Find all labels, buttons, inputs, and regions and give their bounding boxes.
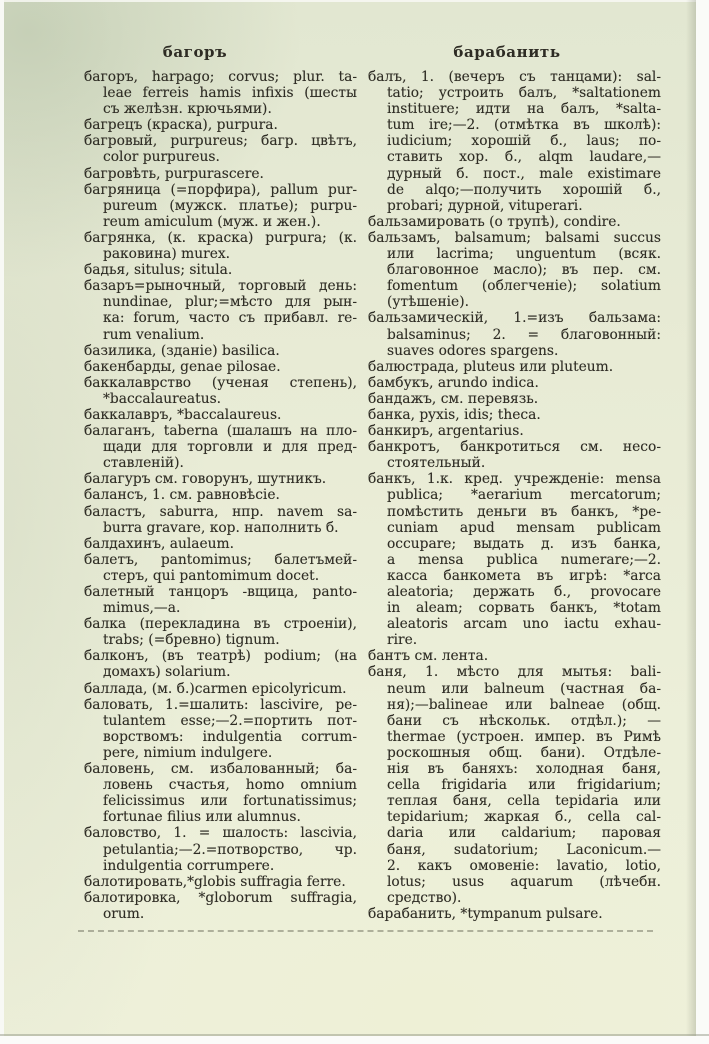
dictionary-line: теплая баня, cella tepidaria или: [387, 793, 661, 810]
dictionary-line: бальзамировать (о трупѣ), condire.: [368, 213, 621, 230]
dictionary-line: баластъ, saburra, нпр. navem sa-: [84, 503, 357, 520]
dictionary-entry: [84, 359, 357, 375]
dictionary-entry: [368, 439, 661, 471]
dictionary-line: rire.: [387, 632, 418, 649]
dictionary-line: балетный танцоръ -вщица, panto-: [84, 584, 357, 600]
dictionary-entry: [84, 487, 357, 503]
dictionary-line: багровѣть, purpurascere.: [84, 165, 264, 182]
dictionary-line: съ желѣзн. крючьями).: [103, 101, 272, 118]
dictionary-entry: [368, 214, 661, 230]
dictionary-line: щади для торговли и для пред-: [103, 439, 357, 456]
dictionary-entry: [84, 133, 357, 165]
dictionary-line: indulgentia corrumpere.: [103, 857, 275, 874]
dictionary-line: баня, sudatorium; Laconicum.—: [387, 841, 661, 858]
dictionary-line: барабанить, *tympanum pulsare.: [368, 905, 603, 922]
running-head-right: барабанить: [453, 43, 561, 61]
dictionary-line: ка: forum, часто съ прибавл. re-: [103, 310, 357, 327]
dictionary-entry: [84, 890, 357, 922]
dictionary-line: багоръ, harpago; corvus; plur. ta-: [84, 69, 357, 85]
dictionary-line: tulantem esse;—2.=портить пот-: [103, 712, 357, 729]
dictionary-line: бальзамъ, balsamum; balsami succus: [368, 229, 661, 246]
dictionary-entry: [84, 552, 357, 584]
dictionary-entry: [84, 471, 357, 487]
dictionary-line: in aleam; сорвать банкъ, *totam: [387, 600, 661, 617]
dictionary-entry: [368, 375, 661, 391]
dictionary-line: instituere; идти на балъ, *salta-: [387, 101, 661, 118]
dictionary-line: daria или caldarium; паровая: [387, 825, 661, 842]
dictionary-line: lotus; usus aquarum (лѣчебн.: [387, 873, 661, 890]
dictionary-line: баккалавръ, *baccalaureus.: [84, 406, 282, 423]
dictionary-line: баловень, см. избалованный; ба-: [84, 761, 357, 778]
dictionary-line: балконъ, (въ театрѣ) podium; (на: [84, 648, 357, 665]
dictionary-line: aleatoris arcam uno iactu exhau-: [387, 616, 661, 633]
dictionary-line: de alqo;—получить хорошій б.,: [387, 181, 661, 198]
page-fold-shadow: [78, 930, 653, 932]
left-column: [84, 69, 357, 929]
dictionary-line: probari; дурной, vituperari.: [387, 197, 583, 214]
dictionary-entry: [368, 471, 661, 648]
dictionary-line: neum или balneum (частная ба-: [387, 680, 661, 697]
dictionary-line: касса банкомета въ игрѣ: *arca: [387, 567, 661, 584]
dictionary-line: балка (перекладина въ строеніи),: [84, 616, 357, 633]
dictionary-entry: [84, 166, 357, 182]
dictionary-entry: [368, 359, 661, 375]
dictionary-line: багрянка, (к. краска) purpura; (к.: [84, 229, 357, 246]
dictionary-line: occupare; выдать д. изъ банка,: [387, 535, 661, 552]
dictionary-line: iudicium; хорошій б., laus; по-: [387, 133, 661, 150]
dictionary-line: банкъ, 1.к. кред. учрежденіе: mensa: [368, 471, 661, 488]
dictionary-entry: [84, 423, 357, 471]
dictionary-line: бамбукъ, arundo indica.: [368, 374, 539, 391]
dictionary-entry: [368, 407, 661, 423]
scan-edge-bottom: [0, 1036, 709, 1044]
dictionary-line: publica; *aerarium mercatorum;: [387, 487, 661, 504]
dictionary-entry: [84, 681, 357, 697]
scan-edge-top: [0, 0, 709, 2]
dictionary-line: balsaminus; 2. = благовонный:: [387, 326, 661, 343]
dictionary-line: (утѣшеніе).: [387, 294, 469, 311]
dictionary-line: баловать, 1.=шалить: lascivire, pe-: [84, 696, 357, 713]
dictionary-line: tatio; устроить балъ, *saltationem: [387, 85, 661, 102]
dictionary-line: petulantia;—2.=потворство, чр.: [103, 841, 357, 858]
dictionary-entry: [84, 504, 357, 536]
dictionary-line: балетъ, pantomimus; балетъмей-: [84, 551, 357, 568]
dictionary-line: багрецъ (краска), purpura.: [84, 117, 278, 134]
dictionary-line: felicissimus или fortunatissimus;: [103, 793, 357, 810]
dictionary-entry: [368, 906, 661, 922]
dictionary-line: балансъ, 1. см. равновѣсіе.: [84, 487, 280, 504]
dictionary-entry: [84, 278, 357, 342]
dictionary-line: бальзамическій, 1.=изъ бальзама:: [368, 310, 661, 327]
dictionary-line: бакенбарды, genae pilosae.: [84, 358, 281, 375]
dictionary-line: nundinae, plur;=мѣсто для рын-: [103, 294, 357, 311]
dictionary-line: *baccalaureatus.: [103, 390, 222, 407]
dictionary-line: балюстрада, pluteus или pluteum.: [368, 358, 614, 375]
dictionary-line: стеръ, qui pantomimum docet.: [103, 567, 320, 584]
dictionary-line: ня);—balineae или balneae (общ.: [387, 696, 661, 713]
dictionary-line: балагуръ см. говорунъ, шутникъ.: [84, 471, 327, 488]
dictionary-line: или lacrima; unguentum (всяк.: [387, 246, 661, 263]
dictionary-line: fortunae filius или alumnus.: [103, 809, 301, 826]
dictionary-line: баллада, (м. б.)carmen epicolyricum.: [84, 680, 347, 697]
dictionary-entry: [84, 536, 357, 552]
dictionary-entry: [368, 310, 661, 358]
right-column: [368, 69, 661, 929]
dictionary-line: средство).: [387, 889, 462, 906]
dictionary-line: бантъ см. лента.: [368, 648, 489, 665]
page-edge-shadow: [686, 0, 696, 1044]
dictionary-line: нія въ баняхъ: холодная баня,: [387, 761, 661, 778]
dictionary-line: помѣстить деньги въ банкъ, *pe-: [387, 503, 661, 520]
dictionary-entry: [84, 616, 357, 648]
dictionary-line: thermae (устроен. импер. въ Римѣ: [387, 728, 661, 745]
dictionary-line: suaves odores spargens.: [387, 342, 559, 359]
dictionary-entry: [368, 648, 661, 664]
dictionary-entry: [368, 664, 661, 905]
dictionary-line: благовонное масло); въ пер. см.: [387, 262, 661, 279]
dictionary-line: tepidarium; жаркая б., cella cal-: [387, 809, 661, 826]
dictionary-line: a mensa publica numerare;—2.: [387, 551, 661, 568]
dictionary-line: стоятельный.: [387, 455, 486, 472]
dictionary-line: reum amiculum (муж. и жен.).: [103, 213, 321, 230]
dictionary-entry: [84, 874, 357, 890]
dictionary-line: pureum (мужск. платье); purpu-: [103, 197, 357, 214]
dictionary-line: банкротъ, банкротиться см. несо-: [368, 439, 661, 456]
dictionary-line: баккалаврство (ученая степень),: [84, 374, 357, 391]
dictionary-entry: [84, 182, 357, 230]
dictionary-entry: [368, 391, 661, 407]
dictionary-entry: [84, 761, 357, 825]
dictionary-entry: [84, 230, 357, 262]
dictionary-entry: [84, 825, 357, 873]
dictionary-line: бадья, situlus; situla.: [84, 262, 233, 279]
dictionary-line: бандажъ, см. перевязь.: [368, 390, 539, 407]
dictionary-entry: [84, 69, 357, 117]
dictionary-line: домахъ) solarium.: [103, 664, 231, 681]
dictionary-line: балъ, 1. (вечеръ съ танцами): sal-: [368, 69, 661, 85]
dictionary-line: базилика, (зданіе) basilica.: [84, 342, 280, 359]
dictionary-line: orum.: [103, 905, 145, 922]
dictionary-line: fomentum (облегченіе); solatium: [387, 278, 661, 295]
dictionary-line: color purpureus.: [103, 149, 220, 166]
dictionary-line: burra gravare, кор. наполнить б.: [103, 519, 339, 536]
dictionary-line: cella frigidaria или frigidarium;: [387, 777, 661, 794]
dictionary-line: ловень счастья, homo omnium: [103, 777, 357, 794]
dictionary-line: aleatoria; держать б., provocare: [387, 584, 661, 600]
dictionary-line: tum ire;—2. (отмѣтка въ школѣ):: [387, 117, 661, 134]
dictionary-line: trabs; (=бревно) tignum.: [103, 632, 280, 649]
dictionary-line: балдахинъ, aulaeum.: [84, 535, 235, 552]
dictionary-line: mimus,—a.: [103, 600, 181, 617]
dictionary-line: балотировка, *globorum suffragia,: [84, 889, 357, 906]
dictionary-entry: [84, 262, 357, 278]
dictionary-entry: [84, 375, 357, 407]
dictionary-line: роскошныя общ. бани). Отдѣле-: [387, 744, 661, 761]
dictionary-entry: [84, 584, 357, 616]
dictionary-line: базаръ=рыночный, торговый день:: [84, 278, 357, 295]
dictionary-line: ворствомъ: indulgentia corrum-: [103, 728, 357, 745]
dictionary-line: бани съ нѣскольк. отдѣл.); —: [387, 712, 661, 729]
dictionary-line: 2. какъ омовеніе: lavatio, lotio,: [387, 857, 661, 874]
dictionary-line: pere, nimium indulgere.: [103, 744, 273, 761]
dictionary-entry: [84, 697, 357, 761]
dictionary-entry: [84, 407, 357, 423]
dictionary-entry: [84, 648, 357, 680]
running-head-left: багоръ: [162, 43, 228, 61]
dictionary-entry: [84, 343, 357, 359]
dictionary-line: rum venalium.: [103, 326, 205, 343]
dictionary-entry: [368, 69, 661, 214]
scan-edge-left: [0, 0, 4, 1044]
scan-edge-right: [696, 0, 709, 1044]
dictionary-line: банка, pyxis, idis; theca.: [368, 406, 541, 423]
dictionary-entry: [84, 117, 357, 133]
dictionary-line: дурный б. пост., male existimare: [387, 165, 661, 182]
dictionary-line: баня, 1. мѣсто для мытья: bali-: [368, 664, 661, 681]
dictionary-entry: [368, 230, 661, 310]
dictionary-line: багровый, purpureus; багр. цвѣтъ,: [84, 133, 357, 150]
dictionary-line: баловство, 1. = шалость: lascivia,: [84, 825, 357, 842]
dictionary-line: leae ferreis hamis infixis (шесты: [103, 85, 357, 102]
dictionary-line: багряница (=порфира), pallum pur-: [84, 181, 357, 198]
dictionary-line: банкиръ, argentarius.: [368, 423, 524, 440]
dictionary-line: балотировать,*globis suffragia ferre.: [84, 873, 346, 890]
dictionary-line: балаганъ, taberna (шалашъ на пло-: [84, 423, 357, 440]
dictionary-line: ставить хор. б., alqm laudare,—: [387, 149, 661, 166]
dictionary-line: ставленій).: [103, 455, 184, 472]
dictionary-line: cuniam apud mensam publicam: [387, 519, 661, 536]
dictionary-entry: [368, 423, 661, 439]
dictionary-line: раковина) murex.: [103, 246, 231, 263]
